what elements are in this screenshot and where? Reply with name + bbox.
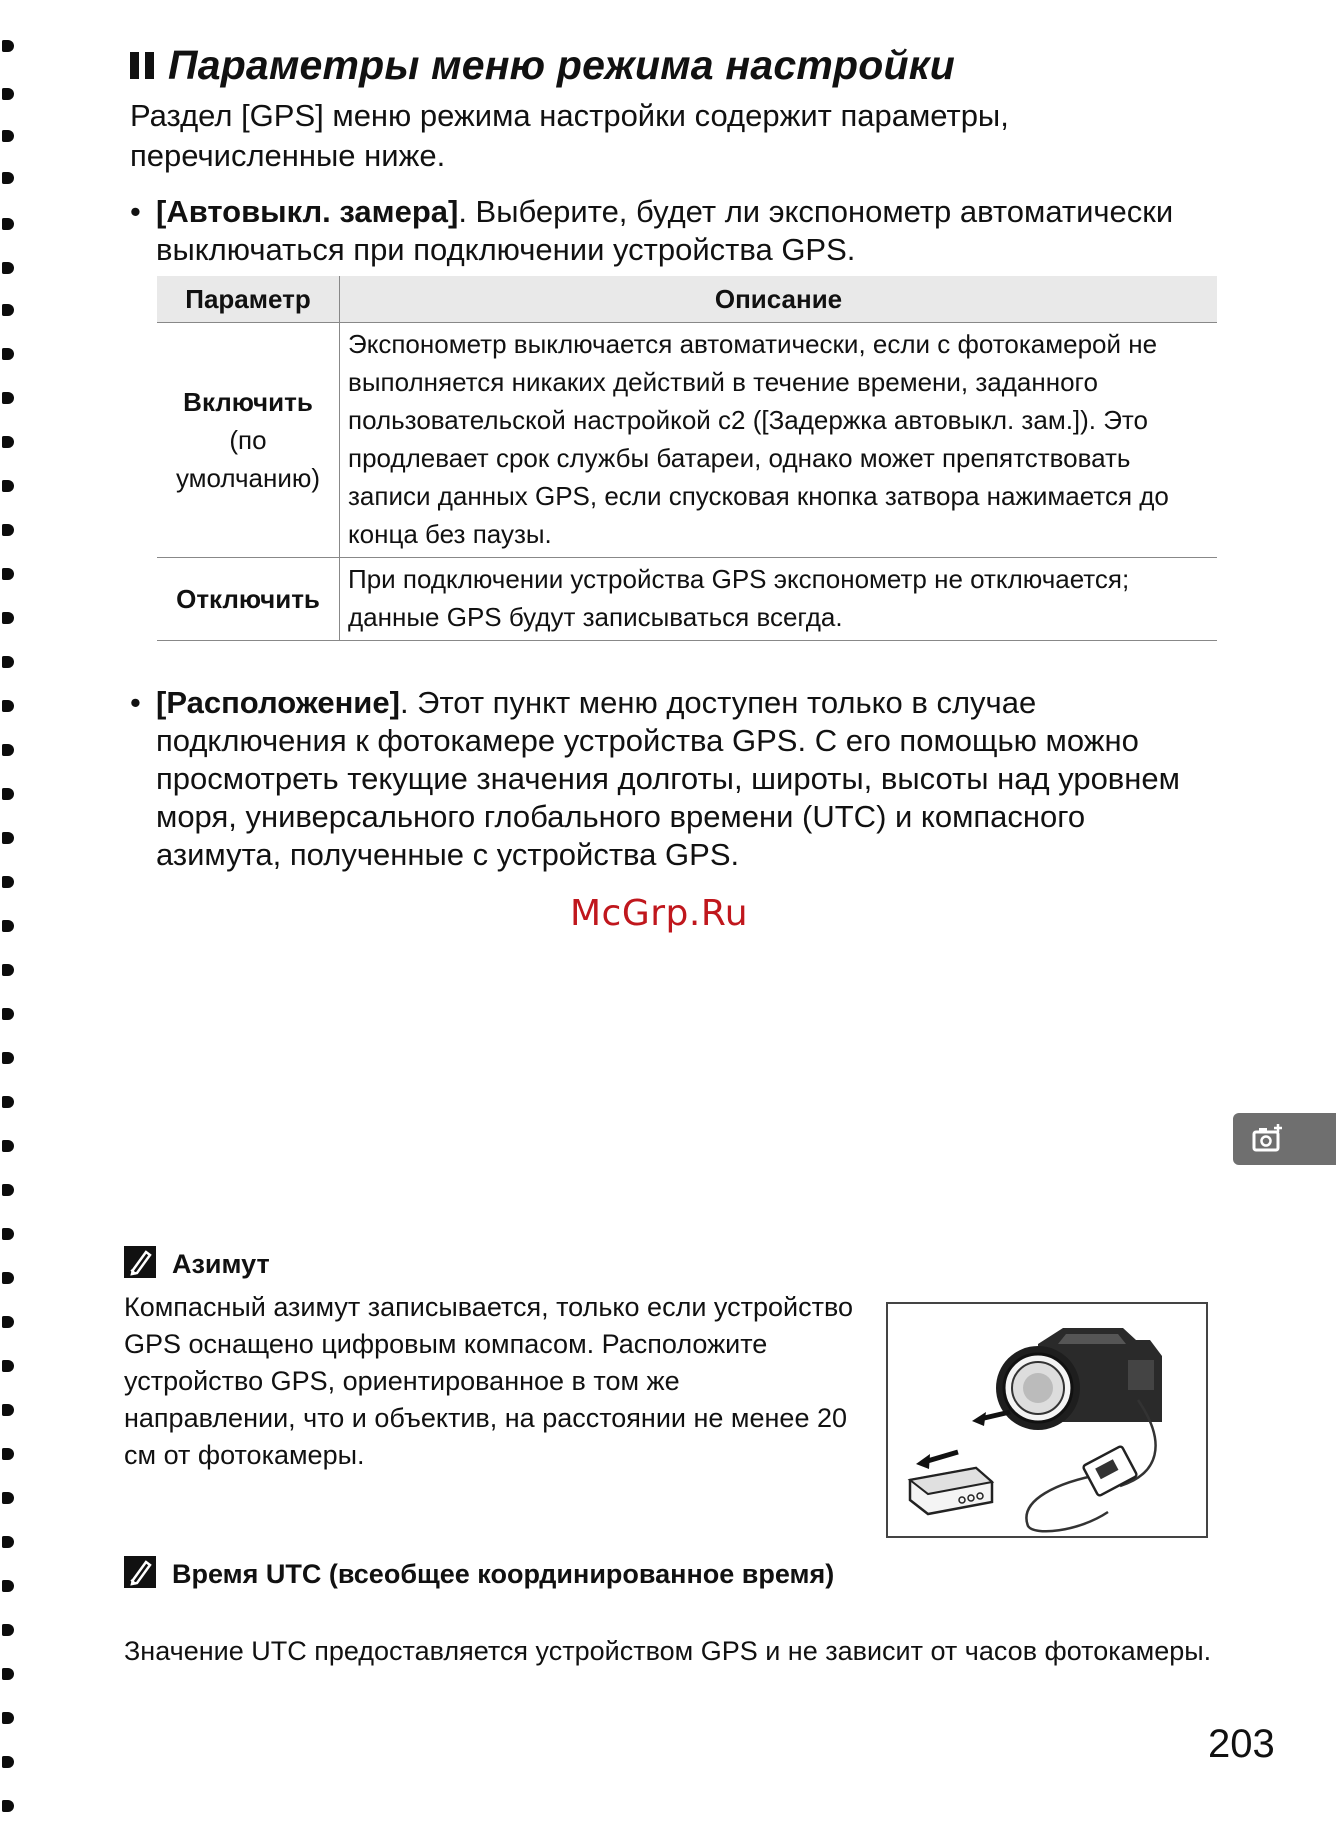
note-utc-heading	[124, 1556, 864, 1592]
table-row	[157, 558, 1217, 641]
note-azimuth-title: Азимут	[172, 1249, 270, 1279]
page-number: 203	[1208, 1722, 1275, 1766]
note-utc-body: Значение UTC предоставляется устройством GPS и не зависит от часов фотокамеры.	[124, 1636, 1212, 1666]
chapter-tab[interactable]	[1233, 1113, 1336, 1165]
section-heading	[130, 42, 955, 89]
section-marker-icon	[130, 52, 139, 79]
pencil-icon	[124, 1246, 156, 1278]
section-heading-text: Параметры меню режима настройки	[168, 42, 955, 88]
parameter-description: Экспонометр выключается автоматически, если с фотокамерой не выполняется никаких действий в течение времени, заданного пользовательской настройкой c2 ([Задержка автовыкл. зам.]). Это продлевает срок службы батареи, однако может препятствовать записи данных GPS, если спусковая кнопка затвора нажимается до конца без паузы.	[340, 323, 1218, 558]
section-marker-icon	[145, 52, 154, 79]
bullet-position	[130, 684, 1210, 874]
table-row	[157, 323, 1217, 558]
bullet-dot-icon: •	[130, 685, 141, 720]
spiral-binding	[0, 0, 22, 1824]
row-parameter-cell	[157, 323, 340, 558]
note-utc-title: Время UTC (всеобщее координированное время)	[172, 1559, 835, 1589]
parameter-name: Включить	[183, 387, 313, 417]
bullet-meter-text: . Выберите, будет ли экспонометр автоматически выключаться при подключении устройства GPS.	[156, 194, 1174, 267]
parameters-table	[157, 276, 1217, 641]
parameter-description: При подключении устройства GPS экспонометр не отключается; данные GPS будут записываться всегда.	[340, 558, 1218, 641]
parameter-default-note: (по умолчанию)	[175, 425, 321, 493]
header-description: Описание	[340, 276, 1218, 323]
watermark: McGrp.Ru	[570, 893, 749, 934]
note-azimuth-heading	[124, 1246, 270, 1282]
note-azimuth-body: Компасный азимут записывается, только если устройство GPS оснащено цифровым компасом. Расположите устройство GPS, ориентированное в том же направлении, что и объектив, на расстоянии не менее 20 см от фотокамеры.	[124, 1292, 854, 1470]
pencil-icon	[124, 1556, 156, 1588]
gps-camera-illustration	[886, 1302, 1208, 1538]
header-parameter: Параметр	[157, 276, 340, 323]
camera-setup-icon	[1251, 1123, 1283, 1155]
row-parameter-cell	[157, 558, 340, 641]
bullet-dot-icon: •	[130, 194, 141, 229]
bullet-position-title: [Расположение]	[156, 685, 400, 720]
bullet-position-text: . Этот пункт меню доступен только в случае подключения к фотокамере устройства GPS. С его помощью можно просмотреть текущие значения долготы, широты, высоты над уровнем моря, универсального глобального времени (UTC) и компасного азимута, полученные с устройства GPS.	[156, 685, 1180, 872]
bullet-meter-title: [Автовыкл. замера]	[156, 194, 459, 229]
bullet-meter-off	[130, 193, 1210, 269]
table-header-row	[157, 276, 1217, 323]
parameter-name: Отключить	[176, 584, 320, 614]
intro-paragraph: Раздел [GPS] меню режима настройки содержит параметры, перечисленные ниже.	[130, 98, 1009, 173]
